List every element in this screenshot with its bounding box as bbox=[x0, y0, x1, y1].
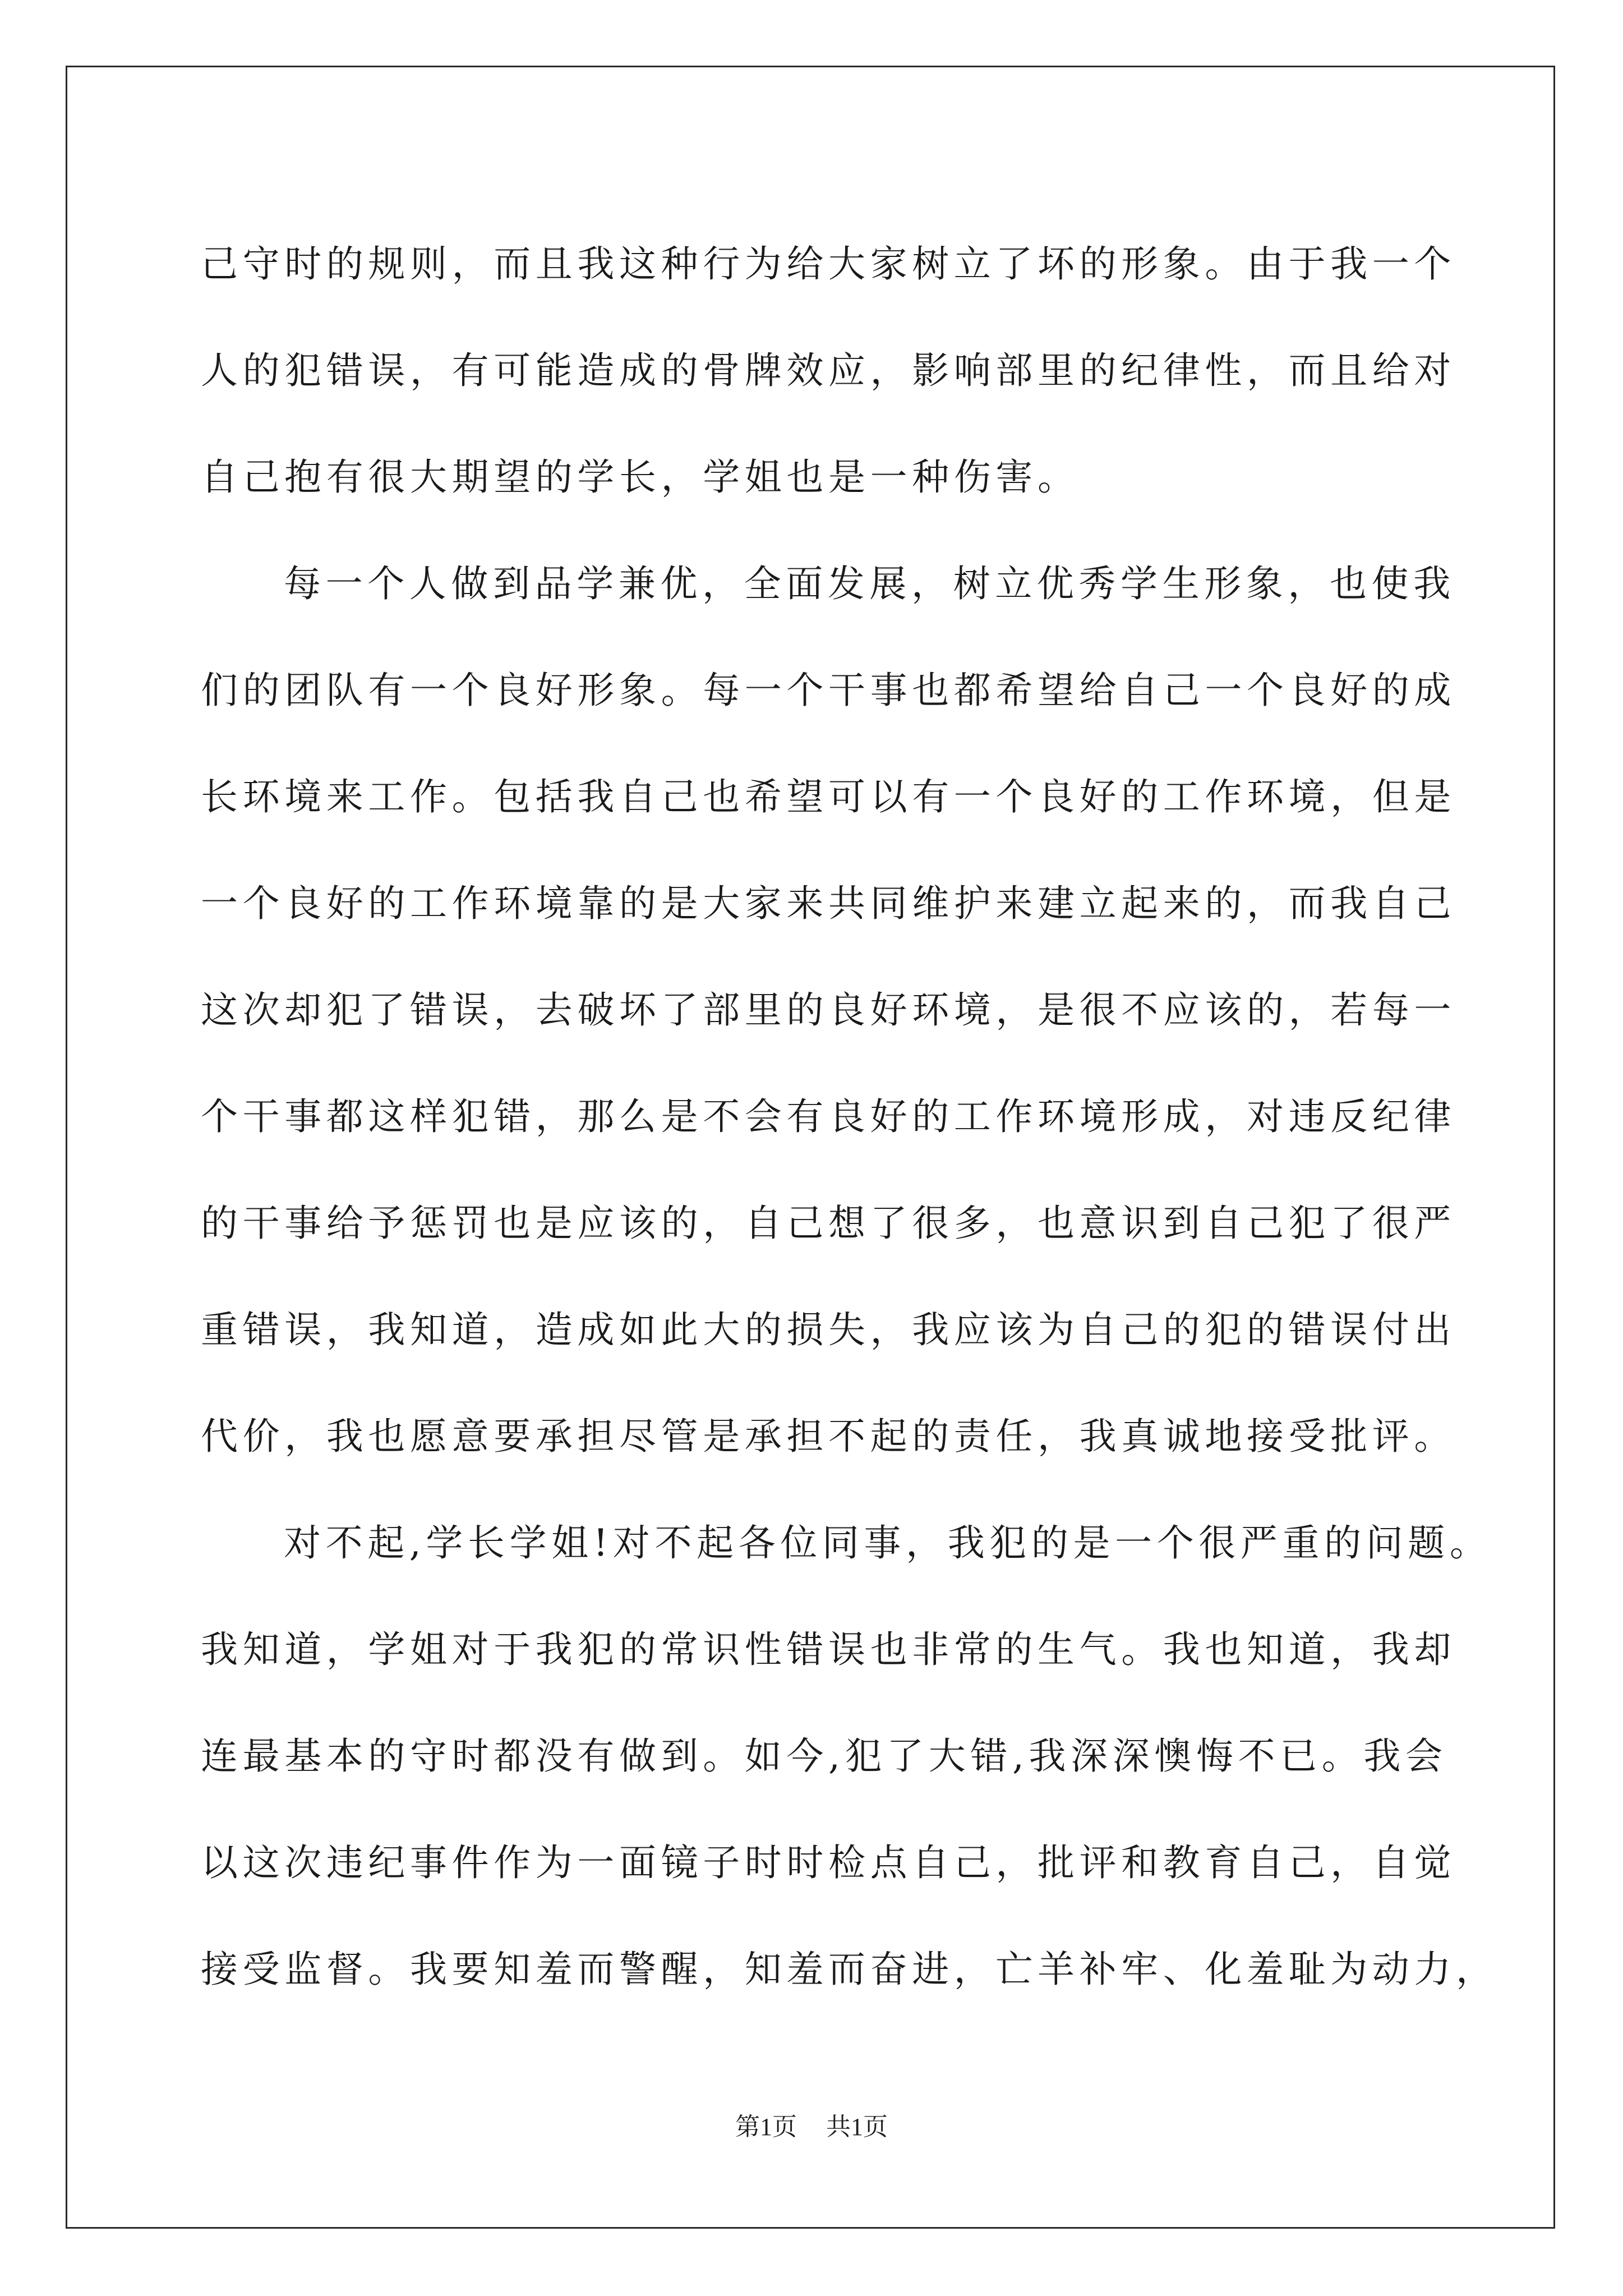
text-line: 的干事给予惩罚也是应该的，自己想了很多，也意识到自己犯了很严 bbox=[201, 1202, 1456, 1245]
text-line: 人的犯错误，有可能造成的骨牌效应，影响部里的纪律性，而且给对 bbox=[201, 349, 1456, 392]
text-line: 自己抱有很大期望的学长，学姐也是一种伤害。 bbox=[201, 455, 1080, 499]
text-line: 己守时的规则，而且我这种行为给大家树立了坏的形象。由于我一个 bbox=[201, 242, 1456, 286]
text-line: 我知道，学姐对于我犯的常识性错误也非常的生气。我也知道，我却 bbox=[201, 1628, 1456, 1671]
text-line: 这次却犯了错误，去破坏了部里的良好环境，是很不应该的，若每一 bbox=[201, 988, 1456, 1032]
text-line: 们的团队有一个良好形象。每一个干事也都希望给自己一个良好的成 bbox=[201, 669, 1456, 712]
text-line: 重错误，我知道，造成如此大的损失，我应该为自己的犯的错误付出 bbox=[201, 1308, 1456, 1351]
page-footer bbox=[0, 2106, 1623, 2142]
text-line: 以这次违纪事件作为一面镜子时时检点自己，批评和教育自己，自觉 bbox=[201, 1841, 1456, 1884]
text-line: 代价，我也愿意要承担尽管是承担不起的责任，我真诚地接受批评。 bbox=[201, 1415, 1456, 1458]
text-line: 接受监督。我要知羞而警醒，知羞而奋进，亡羊补牢、化羞耻为动力， bbox=[201, 1948, 1498, 1991]
page-number: 第1页 bbox=[735, 2113, 797, 2141]
page-total: 共1页 bbox=[826, 2113, 888, 2141]
text-line: 每一个人做到品学兼优，全面发展，树立优秀学生形象，也使我 bbox=[284, 562, 1455, 605]
document-body bbox=[201, 211, 1498, 2023]
text-line: 一个良好的工作环境靠的是大家来共同维护来建立起来的，而我自己 bbox=[201, 882, 1456, 925]
text-line: 对不起,学长学姐!对不起各位同事，我犯的是一个很严重的问题。 bbox=[284, 1521, 1492, 1565]
text-line: 长环境来工作。包括我自己也希望可以有一个良好的工作环境，但是 bbox=[201, 775, 1456, 818]
text-line: 连最基本的守时都没有做到。如今,犯了大错,我深深懊悔不已。我会 bbox=[201, 1734, 1447, 1778]
text-line: 个干事都这样犯错，那么是不会有良好的工作环境形成，对违反纪律 bbox=[201, 1095, 1456, 1138]
